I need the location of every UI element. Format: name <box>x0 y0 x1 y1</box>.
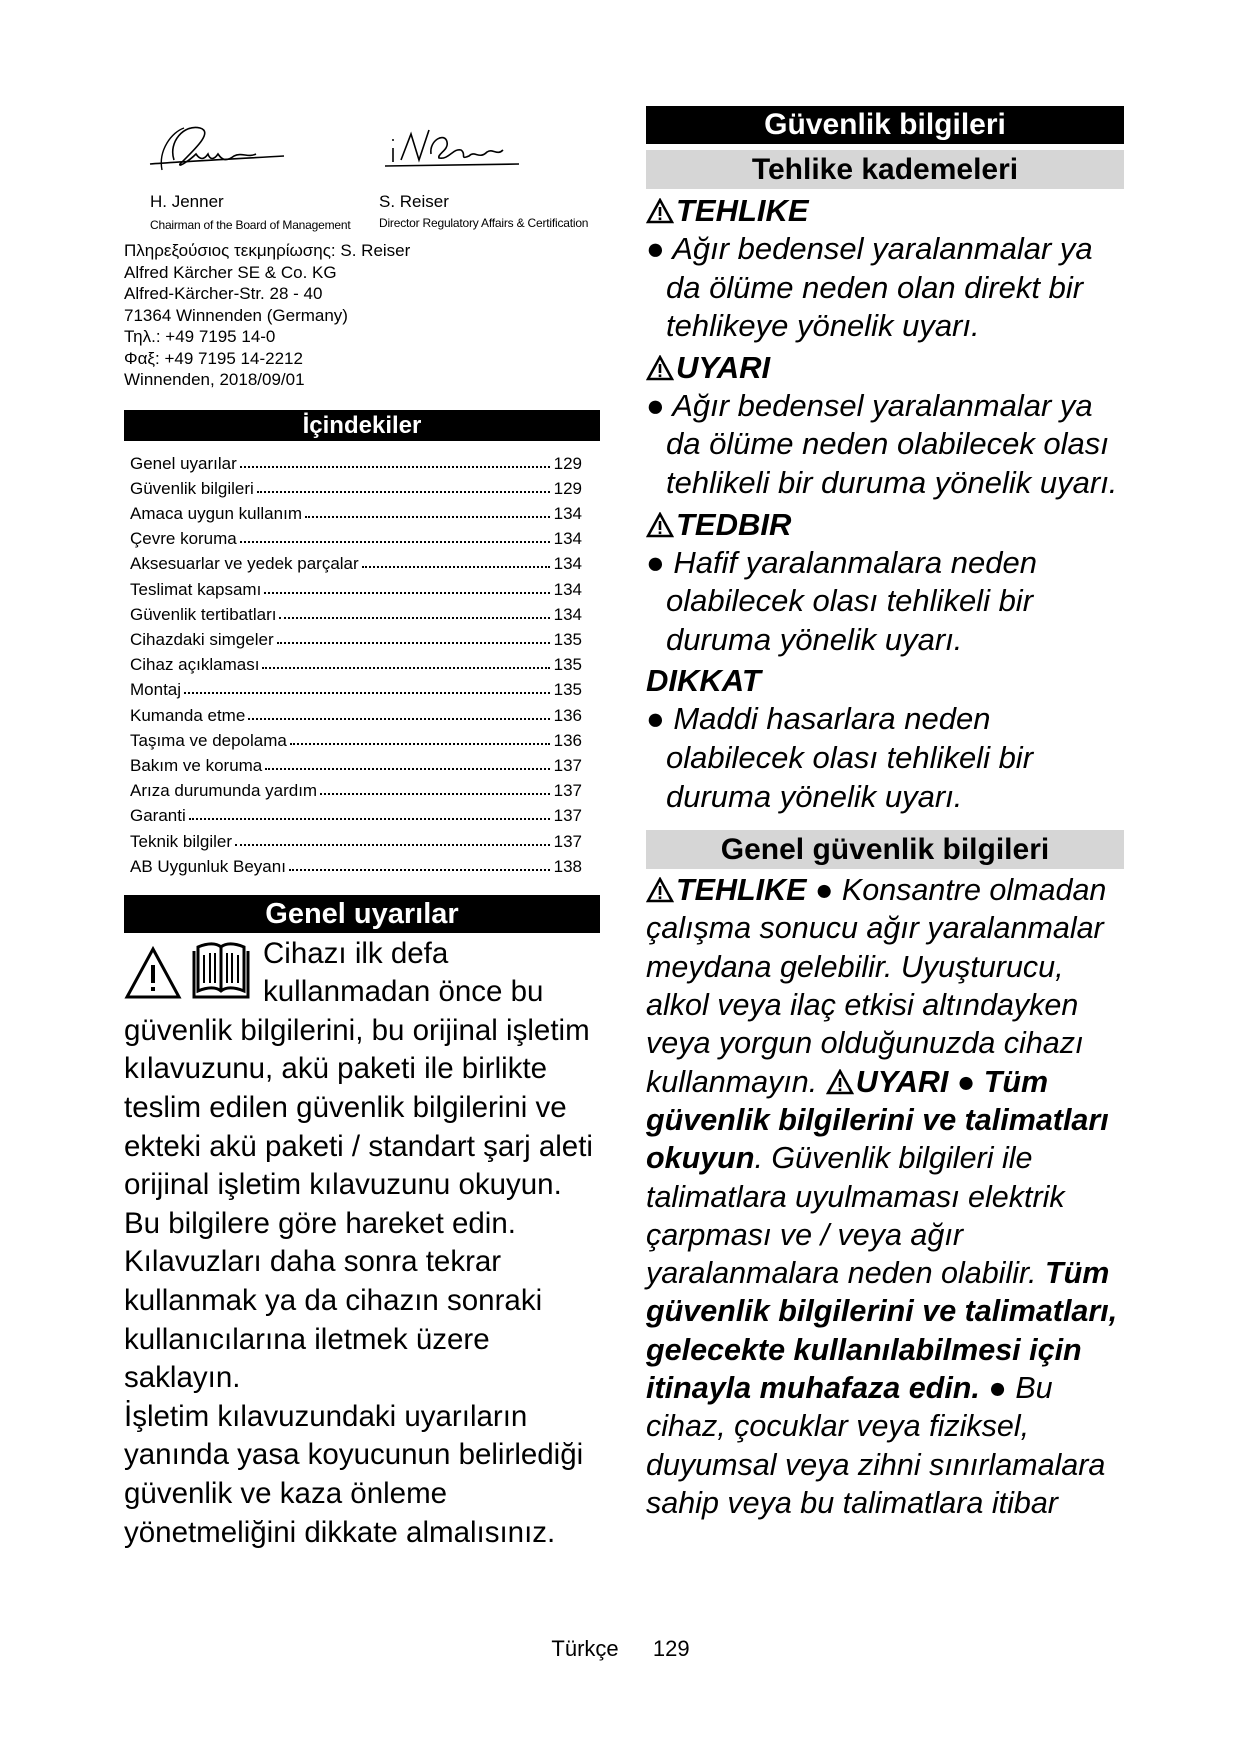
toc-item <box>130 700 600 725</box>
general-safety-w3: Bu cihaz, çocuklar veya fiziksel, duyumsal veya zihni sınırlamalara sahip veya bu talimatlara itibar <box>646 1370 1106 1520</box>
toc-item-label: Garanti <box>130 806 186 826</box>
signal-word-description <box>646 387 1124 503</box>
toc-item <box>130 549 600 574</box>
description-text: Ağır bedensel yaralanmalar ya da ölüme neden olabilecek olası tehlikeli bir duruma yönelik uyarı. <box>666 387 1118 500</box>
signal-word-description <box>646 700 1124 816</box>
general-safety-w1: Konsantre olmadan çalışma sonucu ağır yaralanmalar meydana gelebilir. Uyuşturucu, alkol veya ilaç etkisi altındayken veya yorgun olduğunuzda cihazı kullanmayın. <box>646 873 1107 1099</box>
page-number: 129 <box>652 1636 690 1661</box>
contact-line: Πληρεξούσιος τεκμηρίωσης: S. Reiser <box>124 241 411 260</box>
signal-word-uyari <box>646 348 1124 387</box>
toc-item-label: Çevre koruma <box>130 529 237 549</box>
signal-word-description <box>646 544 1124 660</box>
bullet-icon: ● <box>646 231 673 266</box>
bullet-icon: ● <box>988 1370 1007 1405</box>
toc-item-page: 134 <box>553 579 582 599</box>
toc-item-label: Taşıma ve depolama <box>130 730 287 750</box>
toc-leader-dots <box>265 768 549 770</box>
toc-item <box>130 574 600 599</box>
toc-leader-dots <box>279 617 549 619</box>
toc-item <box>130 852 600 877</box>
toc-item-page: 134 <box>553 604 582 624</box>
warning-icons <box>124 941 255 1007</box>
toc-leader-dots <box>362 566 550 568</box>
toc-item <box>130 499 600 524</box>
toc-item-page: 136 <box>553 705 582 725</box>
toc-item-page: 135 <box>553 655 582 675</box>
toc-item-page: 137 <box>553 755 582 775</box>
general-warnings-paragraph-2: İşletim kılavuzundaki uyarıların yanında yasa koyucunun belirlediği güvenlik ve kaza önleme yönetmeliğini dikkate almalısınız. <box>124 1399 584 1549</box>
signal-word: TEHLIKE <box>676 193 809 228</box>
contact-line: Winnenden, 2018/09/01 <box>124 370 305 389</box>
read-manual-icon <box>194 944 248 997</box>
toc-item-page: 134 <box>553 554 582 574</box>
toc-item-page: 137 <box>553 806 582 826</box>
toc-item-page: 134 <box>553 504 582 524</box>
footer-language: Türkçe <box>551 1636 619 1661</box>
toc-leader-dots <box>240 466 550 468</box>
signal-word: UYARI <box>676 349 771 385</box>
contact-line: Φαξ: +49 7195 14-2212 <box>124 348 303 368</box>
page-footer <box>0 1636 1241 1662</box>
toc-item <box>130 449 600 474</box>
hazard-levels <box>646 191 1124 816</box>
toc-item-label: Cihazdaki simgeler <box>130 630 274 649</box>
contact-line: 71364 Winnenden (Germany) <box>124 305 348 325</box>
toc-item-label: Genel uyarılar <box>130 453 237 473</box>
contact-block <box>124 240 600 391</box>
toc-leader-dots <box>289 869 550 871</box>
warning-triangle-icon <box>646 193 676 228</box>
toc-item-page: 134 <box>553 529 582 549</box>
toc-item <box>130 625 600 650</box>
signer-title-left: Chairman of the Board of Management <box>150 218 351 232</box>
signal-word-tehlike <box>646 191 1124 230</box>
toc-item-label: Montaj <box>130 680 182 700</box>
warning-triangle-icon <box>826 1065 856 1099</box>
toc-leader-dots <box>240 541 550 543</box>
toc-leader-dots <box>305 516 550 518</box>
toc-item-label: Aksesuarlar ve yedek parçalar <box>130 554 359 574</box>
toc-leader-dots <box>184 692 550 694</box>
toc-item <box>130 600 600 625</box>
toc-item-page: 135 <box>553 680 582 700</box>
bullet-icon: ● <box>814 873 834 908</box>
signature-block <box>124 110 600 238</box>
toc-item-label: Kumanda etme <box>130 705 246 725</box>
toc-item-label: Teknik bilgiler <box>130 831 233 851</box>
signer-title-right: Director Regulatory Affairs & Certification <box>379 216 589 230</box>
warning-triangle-icon <box>127 949 179 997</box>
general-safety-w2-bold2: Tüm güvenlik bilgilerini ve talimatları, gelecekte kullanılabilmesi için itinayla muhafaza edin. <box>646 1256 1118 1405</box>
general-safety-text: TEHLIKE ● Konsantre olmadan çalışma sonucu ağır yaralanmalar meydana gelebilir. Uyuşturucu, alkol veya ilaç etkisi altındayken veya yorgun olduğunuzda cihazı kullanmayın. UYARI ● Tüm güvenlik bilgilerini ve talimatları okuyun. Güvenlik bilgileri ile talimatlara uyulmaması elektrik çarpması ve / veya ağır yaralanmalara neden olabilir. Tüm güvenlik bilgilerini ve talimatları, gelecekte kullanılabilmesi için itinayla muhafaza edin. ● Bu cihaz, çocuklar veya fiziksel, duyumsal veya zihni sınırlamalara sahip veya bu talimatlara itibar <box>646 873 1118 1520</box>
warning-triangle-icon <box>646 350 676 385</box>
warning-triangle-icon <box>646 507 676 542</box>
signal-word: UYARI <box>855 1064 949 1099</box>
toc-item-page: 129 <box>553 478 582 498</box>
toc-leader-dots <box>235 844 550 846</box>
signer-name-right: S. Reiser <box>379 192 449 211</box>
general-safety-w2-bold: Tüm güvenlik bilgilerini ve talimatları okuyun <box>646 1064 1109 1176</box>
safety-heading: Güvenlik bilgileri <box>646 106 1124 144</box>
signal-word-tedbir <box>646 505 1124 544</box>
toc-item-label: AB Uygunluk Beyanı <box>130 856 286 876</box>
toc-leader-dots <box>189 818 550 820</box>
toc-item-page: 129 <box>553 453 582 473</box>
left-column <box>124 110 600 1552</box>
toc-item-page: 137 <box>553 781 582 801</box>
contact-line: Alfred Kärcher SE & Co. KG <box>124 262 337 282</box>
toc-item-label: Cihaz açıklaması <box>130 655 260 675</box>
toc-leader-dots <box>290 743 550 745</box>
toc-leader-dots <box>248 718 549 720</box>
signal-word: TEHLIKE <box>676 873 807 908</box>
toc-item-label: Amaca uygun kullanım <box>130 504 302 524</box>
toc-item <box>130 650 600 675</box>
signer-name-left: H. Jenner <box>150 192 224 211</box>
bullet-icon: ● <box>956 1064 976 1099</box>
signature-jenner <box>144 120 294 182</box>
description-text: Ağır bedensel yaralanmalar ya da ölüme neden olan direkt bir tehlikeye yönelik uyarı. <box>666 231 1093 344</box>
bullet-icon: ● <box>646 544 674 580</box>
bullet-icon: ● <box>646 387 673 423</box>
general-warnings-heading: Genel uyarılar <box>124 895 600 933</box>
toc-item <box>130 524 600 549</box>
toc-item-page: 138 <box>553 856 582 876</box>
toc-item <box>130 751 600 776</box>
signal-word: TEDBIR <box>676 506 792 542</box>
general-warnings-body <box>124 935 600 1553</box>
signal-word: DIKKAT <box>646 663 761 699</box>
table-of-contents <box>124 449 600 877</box>
toc-leader-dots <box>264 592 549 594</box>
toc-item-page: 136 <box>553 730 582 750</box>
toc-item <box>130 726 600 751</box>
toc-heading: İçindekiler <box>124 410 600 441</box>
general-safety-heading: Genel güvenlik bilgileri <box>646 830 1124 869</box>
signal-word-dikkat <box>646 661 1124 700</box>
toc-item-label: Teslimat kapsamı <box>130 579 262 599</box>
contact-line: Τηλ.: +49 7195 14-0 <box>124 327 276 346</box>
toc-leader-dots <box>257 491 550 493</box>
toc-item <box>130 474 600 499</box>
toc-item <box>130 826 600 851</box>
description-text: Maddi hasarlara neden olabilecek olası tehlikeli bir duruma yönelik uyarı. <box>666 701 1034 814</box>
general-warnings-paragraph-1: Cihazı ilk defa kullanmadan önce bu güvenlik bilgilerini, bu orijinal işletim kılavuzunu, akü paketi ile birlikte teslim edilen güvenlik bilgilerini ve ekteki akü paketi / standart şarj aleti orijinal işletim kılavuzunu okuyun. Bu bilgilere göre hareket edin. Kılavuzları daha sonra tekrar kullanmak ya da cihazın sonraki kullanıcılarına iletmek üzere saklayın. <box>124 936 593 1395</box>
bullet-icon: ● <box>646 701 674 737</box>
toc-leader-dots <box>262 667 549 669</box>
toc-item <box>130 801 600 826</box>
toc-item-label: Güvenlik tertibatları <box>130 604 277 624</box>
toc-leader-dots <box>277 642 550 644</box>
warning-triangle-icon <box>646 873 676 907</box>
general-safety-w2: Güvenlik bilgileri ile talimatlara uyulmaması elektrik çarpması ve / veya ağır yaralanmalara neden olabilir. <box>646 1141 1065 1291</box>
description-text: Hafif yaralanmalara neden olabilecek olası tehlikeli bir duruma yönelik uyarı. <box>666 544 1037 657</box>
toc-item-label: Güvenlik bilgileri <box>130 478 254 498</box>
signature-reiser <box>379 120 529 182</box>
contact-line: Alfred-Kärcher-Str. 28 - 40 <box>124 284 323 303</box>
toc-item-label: Arıza durumunda yardım <box>130 781 318 801</box>
hazard-levels-heading: Tehlike kademeleri <box>646 150 1124 189</box>
signal-word-description <box>646 230 1124 346</box>
toc-item <box>130 675 600 700</box>
toc-item-page: 135 <box>553 630 582 649</box>
toc-item-label: Bakım ve koruma <box>130 755 263 775</box>
toc-item-page: 137 <box>553 831 582 851</box>
toc-item <box>130 776 600 801</box>
toc-leader-dots <box>320 793 550 795</box>
right-column <box>646 106 1124 1522</box>
